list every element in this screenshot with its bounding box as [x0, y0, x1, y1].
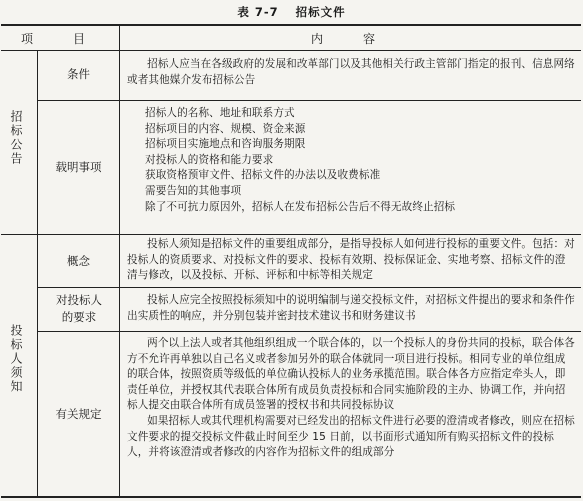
content-line: 需要告知的其他事项 — [145, 184, 242, 197]
content-paragraph: 投标人须知是招标文件的重要组成部分，是指导投标人如何进行投标的重要文件。包括：对投标人的资质要求、对投标文件的要求、投标有效期、投标保证金、实地考察、招标文件的澄清与修改，以及投标、开标、评标和中标等相关规定 — [127, 238, 575, 282]
row-item-label: 载明事项 — [55, 160, 102, 174]
rule — [1, 496, 581, 498]
content-line: 获取资格预审文件、招标文件的办法以及收费标准 — [145, 169, 381, 182]
bidding-documents-table — [1, 24, 581, 498]
row-content — [127, 57, 575, 88]
row-content — [127, 237, 575, 284]
row-content — [127, 106, 575, 215]
row-item-label: 有关规定 — [55, 407, 102, 421]
section-label-bidding-announcement: 招标公告 — [9, 110, 23, 166]
content-paragraph: 如果招标人或其代理机构需要对已经发出的招标文件进行必要的澄清或者修改，则应在招标文件要求的提交投标文件截止时间至少 15 日前，以书面形式通知所有购买招标文件的投标人，并将该澄清或者修改的内容作为招标文件的组成部分 — [127, 414, 575, 459]
content-line: 对投标人的资格和能力要求 — [145, 153, 274, 166]
row-item-label: 条件 — [67, 67, 90, 81]
row-content — [127, 336, 575, 461]
content-line: 招标项目实施地点和咨询服务期限 — [145, 138, 306, 151]
content-paragraph: 招标人应当在各级政府的发展和改革部门以及其他相关行政主管部门指定的报刊、信息网络或者其他媒介发布招标公告 — [127, 58, 575, 86]
section-label-bidder-instructions: 投标人须知 — [9, 324, 23, 394]
table-number: 表 7-7 — [237, 5, 279, 19]
header-content: 内 容 — [310, 32, 389, 46]
row-item-label: 概念 — [67, 254, 90, 268]
content-line: 招标人的名称、地址和联系方式 — [145, 107, 295, 119]
content-paragraph: 两个以上法人或者其他组织组成一个联合体的，以一个投标人的身份共同的投标，联合体各方不允许再单独以自己名义或者参加另外的联合体就同一项目进行投标。相同专业的单位组成的联合体，按照资质等级低的单位确认投标人的业务承揽范围。联合体各方应指定牵头人，即责任单位，并授权其代表联合体所有成员负责投标和合同实施阶段的主办、协调工作，并向招标人提交由联合体所有成员签署的授权书和共同投标协议 — [127, 337, 575, 412]
row-item-label: 对投标人的要求 — [56, 293, 102, 324]
rule — [119, 24, 120, 497]
row-content — [127, 293, 575, 324]
rule — [1, 234, 581, 235]
rule — [1, 50, 581, 51]
rule — [37, 50, 38, 497]
table-title: 招标文件 — [295, 5, 346, 19]
content-line: 除了不可抗力原因外，招标人在发布招标公告后不得无故终止招标 — [145, 200, 456, 213]
table-caption — [0, 4, 583, 20]
rule — [1, 24, 581, 26]
content-paragraph: 投标人应完全按照投标须知中的说明编制与递交投标文件，对招标文件提出的要求和条件作出实质性的响应，并分别包装并密封技术建议书和财务建议书 — [127, 294, 575, 322]
content-line: 招标项目的内容、规模、资金来源 — [145, 122, 306, 135]
header-item: 项 目 — [20, 32, 99, 46]
